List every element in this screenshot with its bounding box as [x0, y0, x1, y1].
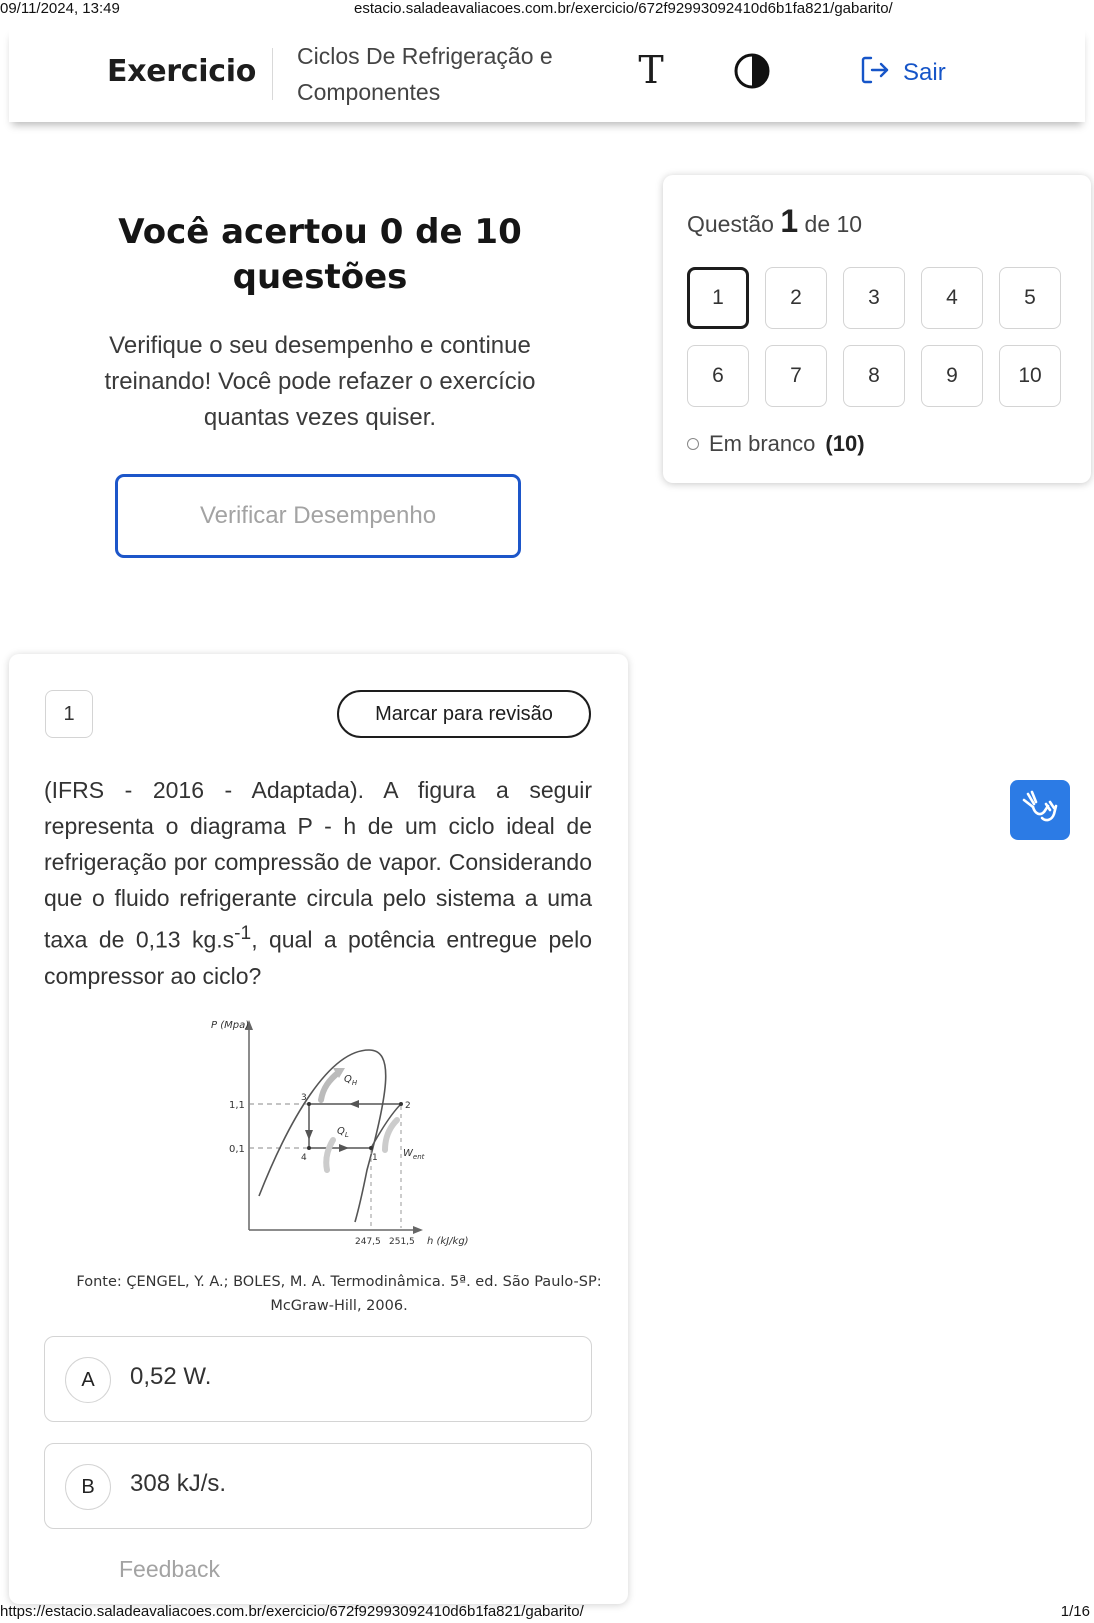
option-letter: A: [65, 1357, 111, 1403]
point-label: 3: [301, 1093, 307, 1103]
ql-label: Q: [337, 1126, 345, 1137]
question-button[interactable]: 5: [999, 267, 1061, 329]
question-text-end: , qual a potência entregue pelo compressor ao ciclo?: [44, 926, 592, 989]
result-summary: [70, 210, 570, 436]
pressure-low-label: 0,1: [229, 1144, 245, 1155]
question-button[interactable]: 10: [999, 345, 1061, 407]
point-label: 1: [372, 1153, 378, 1163]
question-number: 1: [45, 690, 93, 738]
option-text: 0,52 W.: [130, 1363, 212, 1390]
question-text-main: (IFRS - 2016 - Adaptada). A figura a seguir representa o diagrama P - h de um ciclo ideal de refrigeração por compressão de vapor. Considerando que o fluido refrigerante circula pelo sistema a uma taxa de 0,13 kg.s: [44, 777, 592, 953]
print-footer: [0, 1603, 1094, 1623]
ql-subscript: L: [344, 1131, 349, 1139]
question-button[interactable]: 3: [843, 267, 905, 329]
logout-label: Sair: [903, 59, 946, 86]
verify-performance-button[interactable]: Verificar Desempenho: [115, 474, 521, 558]
contrast-icon[interactable]: [733, 52, 771, 90]
point-label: 2: [405, 1101, 411, 1111]
y-axis-label: P (Mpa): [211, 1020, 250, 1031]
figure-caption: Fonte: ÇENGEL, Y. A.; BOLES, M. A. Termodinâmica. 5ª. ed. São Paulo-SP: McGraw-Hill, 2006.: [76, 1274, 602, 1314]
w-subscript: ent: [412, 1153, 425, 1161]
option-text: 308 kJ/s.: [130, 1470, 227, 1497]
question-button[interactable]: 1: [687, 267, 749, 329]
text-size-icon[interactable]: T: [638, 48, 664, 92]
navigator-suffix: de 10: [804, 211, 863, 237]
navigator-prefix: Questão: [687, 211, 774, 237]
app-header: [9, 28, 1085, 122]
w-label: W: [403, 1148, 413, 1159]
ph-diagram: [199, 1010, 479, 1260]
print-footer-url: https://estacio.saladeavaliacoes.com.br/exercicio/672f92993092410d6b1fa821/gabarito/: [0, 1603, 584, 1620]
question-button[interactable]: 4: [921, 267, 983, 329]
h2-tick: 251,5: [389, 1237, 415, 1247]
question-card: [9, 654, 628, 1604]
question-grid: [687, 267, 1067, 407]
point-label: 4: [301, 1153, 307, 1163]
navigator-title: [687, 203, 862, 240]
question-text: [44, 772, 592, 994]
exercise-subject: Ciclos De Refrigeração e Componentes: [297, 43, 553, 105]
mark-for-review-button[interactable]: Marcar para revisão: [337, 690, 591, 738]
svg-text:Went: [403, 1148, 425, 1161]
feedback-label[interactable]: Feedback: [104, 1546, 254, 1596]
svg-text:QH: [344, 1074, 358, 1087]
question-button[interactable]: 6: [687, 345, 749, 407]
print-url: estacio.saladeavaliacoes.com.br/exercicio/672f92993092410d6b1fa821/gabarito/: [354, 0, 893, 17]
print-page-number: 1/16: [1060, 1603, 1090, 1620]
h1-tick: 247,5: [355, 1237, 381, 1247]
svg-text:QL: [337, 1126, 349, 1139]
logout-button[interactable]: [859, 54, 946, 92]
sign-language-icon: [1020, 788, 1060, 833]
navigator-current: 1: [780, 203, 799, 239]
print-date: 09/11/2024, 13:49: [0, 0, 120, 17]
option-a[interactable]: [44, 1336, 592, 1422]
question-button[interactable]: 9: [921, 345, 983, 407]
pressure-high-label: 1,1: [229, 1100, 245, 1111]
logout-icon: [859, 54, 891, 93]
question-button[interactable]: 7: [765, 345, 827, 407]
print-header: [0, 0, 1094, 18]
blank-count: (10): [825, 431, 865, 456]
x-axis-label: h (kJ/kg): [427, 1236, 469, 1247]
result-message: Verifique o seu desempenho e continue treinando! Você pode refazer o exercício quantas vezes quiser.: [104, 332, 536, 431]
blank-status: [687, 431, 865, 457]
brand-title: Exercicio: [107, 54, 257, 89]
question-text-sup: -1: [234, 923, 252, 944]
blank-circle-icon: [687, 438, 699, 450]
option-b[interactable]: [44, 1443, 592, 1529]
qh-subscript: H: [351, 1079, 358, 1087]
question-button[interactable]: 2: [765, 267, 827, 329]
result-title: Você acertou 0 de 10 questões: [118, 212, 522, 297]
question-button[interactable]: 8: [843, 345, 905, 407]
qh-label: Q: [344, 1074, 352, 1085]
sign-language-button[interactable]: [1010, 780, 1070, 840]
option-letter: B: [65, 1464, 111, 1510]
question-navigator: [663, 175, 1091, 483]
blank-label: Em branco: [709, 431, 816, 456]
header-divider: [272, 48, 273, 100]
